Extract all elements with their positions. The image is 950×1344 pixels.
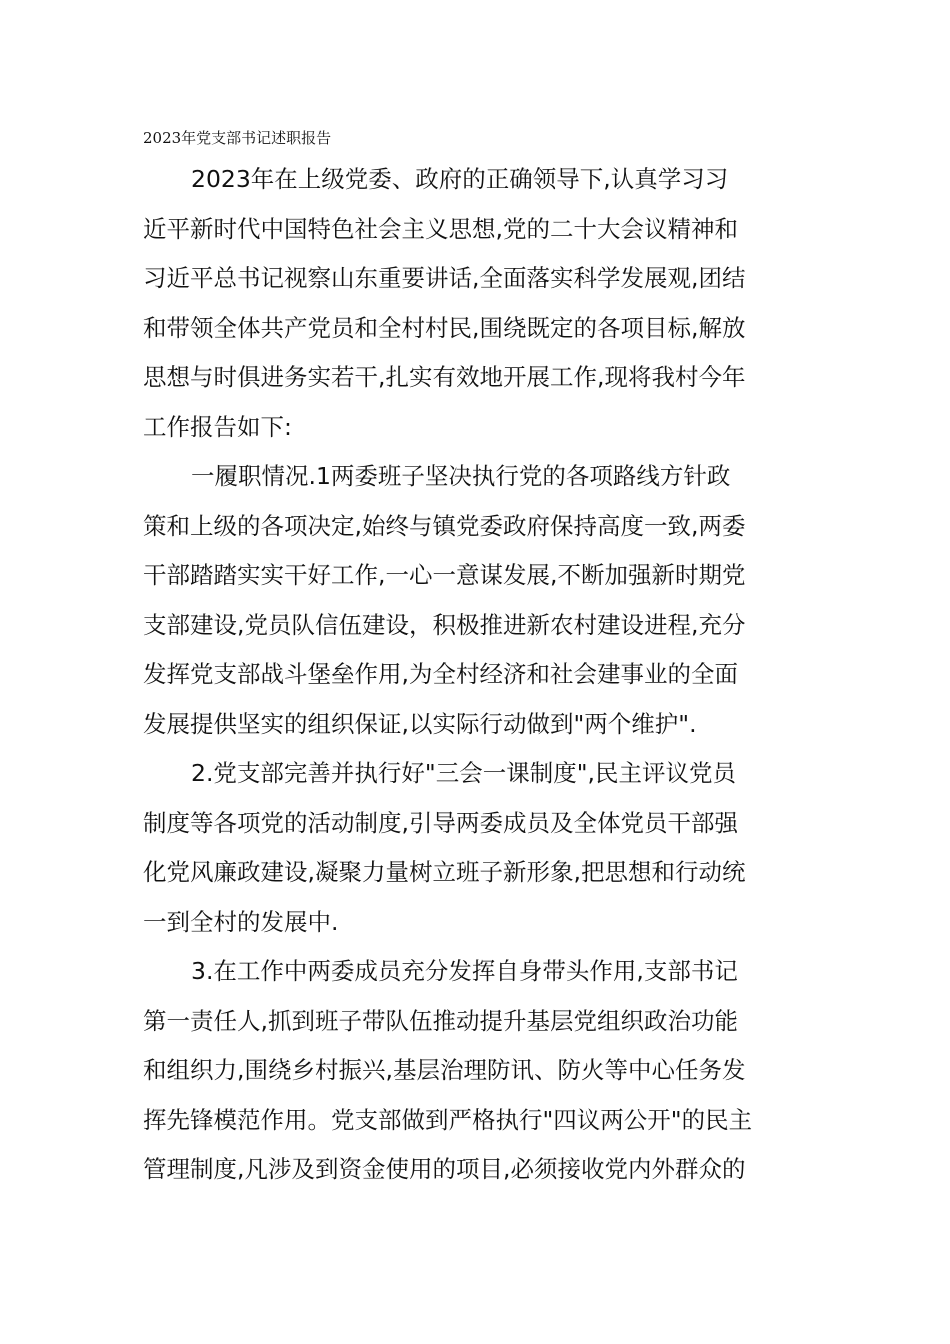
text-line: 发展提供坚实的组织保证,以实际行动做到"两个维护".	[143, 709, 697, 738]
text-line: 工作报告如下:	[143, 412, 292, 441]
text-line: 近平新时代中国特色社会主义思想,党的二十大会议精神和	[143, 214, 738, 243]
text-line: 和组织力,围绕乡村振兴,基层治理防讯、防火等中心任务发	[143, 1056, 746, 1084]
text-line: 干部踏踏实实干好工作,一心一意谋发展,不断加强新时期党	[143, 561, 746, 589]
text-line: 发挥党支部战斗堡垒作用,为全村经济和社会建事业的全面	[143, 660, 738, 688]
text-line: 制度等各项党的活动制度,引导两委成员及全体党员干部强	[143, 808, 738, 837]
paragraph	[143, 155, 811, 452]
text-line: 2.党支部完善并执行好"三会一课制度",民主评议党员	[191, 759, 737, 787]
text-line: 2023年在上级党委、政府的正确领导下,认真学习习	[191, 165, 729, 193]
paragraph	[143, 452, 811, 749]
text-line: 3.在工作中两委成员充分发挥自身带头作用,支部书记	[191, 957, 738, 985]
text-line: 一履职情况.1两委班子坚决执行党的各项路线方针政	[191, 462, 731, 490]
paragraph	[143, 947, 811, 1195]
document-body	[143, 155, 811, 1195]
text-line: 思想与时俱进务实若干,扎实有效地开展工作,现将我村今年	[143, 363, 746, 391]
document-header: 2023年党支部书记述职报告	[143, 129, 332, 147]
text-line: 策和上级的各项决定,始终与镇党委政府保持高度一致,两委	[143, 511, 746, 540]
text-line: 一到全村的发展中.	[143, 907, 339, 936]
text-line: 第一责任人,抓到班子带队伍推动提升基层党组织政治功能	[143, 1006, 738, 1035]
text-line: 支部建设,党员队信伍建设，积极推进新农村建设进程,充分	[143, 610, 746, 639]
text-line: 习近平总书记视察山东重要讲话,全面落实科学发展观,团结	[143, 264, 746, 292]
text-line: 挥先锋模范作用。党支部做到严格执行"四议两公开"的民主	[143, 1105, 753, 1134]
text-line: 管理制度,凡涉及到资金使用的项目,必须接收党内外群众的	[143, 1155, 746, 1183]
text-line: 化党风廉政建设,凝聚力量树立班子新形象,把思想和行动统	[143, 858, 746, 886]
paragraph	[143, 749, 811, 947]
text-line: 和带领全体共产党员和全村村民,围绕既定的各项目标,解放	[143, 313, 746, 342]
